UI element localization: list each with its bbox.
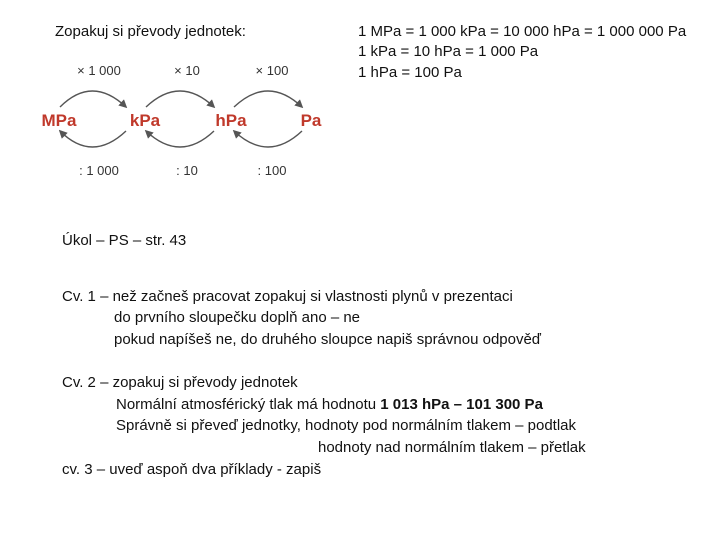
multiply-label-3: × 100 bbox=[255, 63, 289, 78]
exercise-2-line-2 bbox=[116, 395, 543, 415]
exercise-1-line-3: pokud napíšeš ne, do druhého sloupce napiš správnou odpověď bbox=[114, 331, 542, 348]
divide-arrow-2 bbox=[146, 131, 214, 147]
exercise-1-line-1: Cv. 1 – než začneš pracovat zopakuj si vlastnosti plynů v prezentaci bbox=[62, 288, 513, 305]
unit-conversion-diagram bbox=[30, 55, 330, 190]
task-reference: Úkol – PS – str. 43 bbox=[62, 232, 187, 249]
multiply-label-2: × 10 bbox=[174, 63, 200, 78]
divide-arrow-3 bbox=[234, 131, 302, 147]
divide-arrow-1 bbox=[60, 131, 126, 147]
conversion-line-hpa: 1 hPa = 100 Pa bbox=[358, 64, 462, 81]
conversion-line-mpa: 1 MPa = 1 000 kPa = 10 000 hPa = 1 000 000 Pa bbox=[358, 23, 687, 40]
unit-hpa: hPa bbox=[215, 111, 247, 130]
conversion-line-kpa: 1 kPa = 10 hPa = 1 000 Pa bbox=[358, 43, 539, 60]
exercise-2-line-4: hodnoty nad normálním tlakem – přetlak bbox=[318, 439, 586, 456]
exercise-2-line-1: Cv. 2 – zopakuj si převody jednotek bbox=[62, 374, 298, 391]
multiply-label-1: × 1 000 bbox=[77, 63, 121, 78]
exercise-3: cv. 3 – uveď aspoň dva příklady - zapiš bbox=[62, 461, 322, 478]
exercise-2-line-3: Správně si převeď jednotky, hodnoty pod normálním tlakem – podtlak bbox=[116, 417, 577, 434]
exercise-2-pressure-value: 1 013 hPa – 101 300 Pa bbox=[380, 396, 543, 413]
exercise-2-pressure-label: Normální atmosférický tlak má hodnotu bbox=[116, 396, 381, 413]
unit-kpa: kPa bbox=[129, 111, 161, 130]
conversion-heading: Zopakuj si převody jednotek: bbox=[55, 23, 246, 40]
divide-label-2: : 10 bbox=[176, 163, 198, 178]
multiply-arrow-2 bbox=[146, 91, 214, 107]
multiply-arrow-1 bbox=[60, 91, 126, 107]
exercise-1-line-2: do prvního sloupečku doplň ano – ne bbox=[114, 309, 361, 326]
divide-label-1: : 1 000 bbox=[79, 163, 119, 178]
unit-pa: Pa bbox=[300, 111, 322, 130]
unit-mpa: MPa bbox=[41, 111, 77, 130]
multiply-arrow-3 bbox=[234, 91, 302, 107]
divide-label-3: : 100 bbox=[257, 163, 287, 178]
